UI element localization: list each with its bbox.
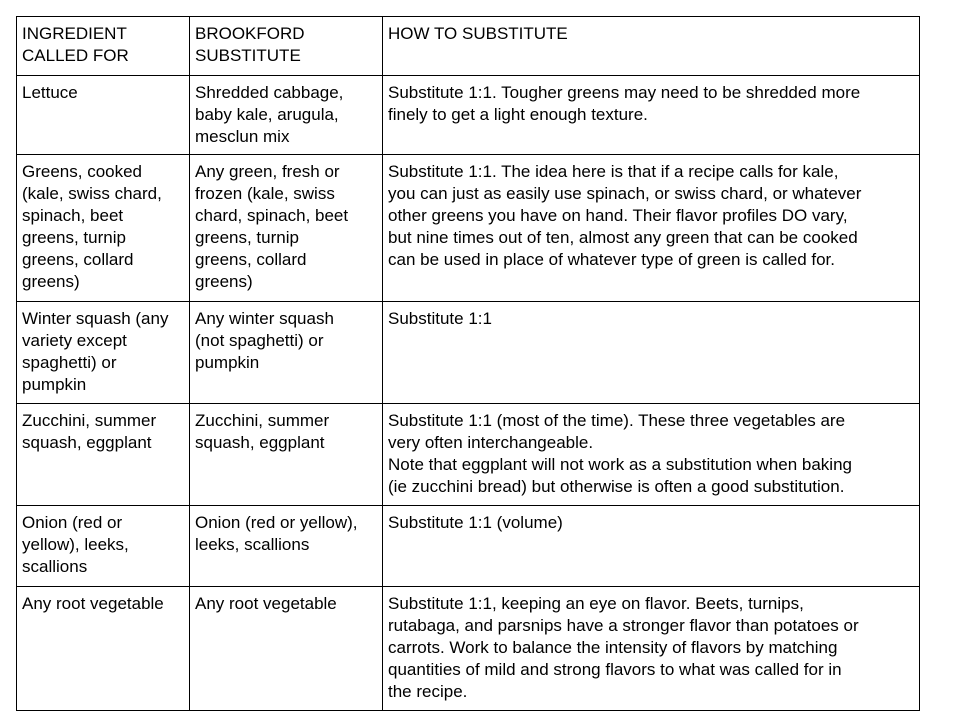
substitute-cell: Zucchini, summer squash, eggplant [190,404,383,506]
header-ingredient-called-for: INGREDIENT CALLED FOR [17,17,190,76]
ingredient-cell: Any root vegetable [17,587,190,711]
how-cell: Substitute 1:1 [383,302,920,404]
how-cell: Substitute 1:1. The idea here is that if a recipe calls for kale, you can just as easily use spinach, or swiss chard, or whatever other greens you have on hand. Their flavor profiles DO vary, but nine times out of ten, almost any green that can be cooked can be used in place of whatever type of green is called for. [383,155,920,302]
how-cell: Substitute 1:1 (most of the time). These three vegetables are very often interchangeable. Note that eggplant will not work as a substitution when baking (ie zucchini bread) but otherwise is often a good substitution. [383,404,920,506]
how-cell: Substitute 1:1 (volume) [383,506,920,587]
table-row [17,76,920,155]
ingredient-cell: Zucchini, summer squash, eggplant [17,404,190,506]
substitute-cell: Any green, fresh or frozen (kale, swiss chard, spinach, beet greens, turnip greens, collard greens) [190,155,383,302]
table-row [17,404,920,506]
table-header-row [17,17,920,76]
how-cell: Substitute 1:1, keeping an eye on flavor. Beets, turnips, rutabaga, and parsnips have a stronger flavor than potatoes or carrots. Work to balance the intensity of flavors by matching quantities of mild and strong flavors to what was called for in the recipe. [383,587,920,711]
ingredient-cell: Greens, cooked (kale, swiss chard, spinach, beet greens, turnip greens, collard greens) [17,155,190,302]
table-row [17,506,920,587]
table-row [17,302,920,404]
substitution-table [16,16,920,711]
substitute-cell: Any winter squash (not spaghetti) or pumpkin [190,302,383,404]
table-row [17,155,920,302]
ingredient-cell: Lettuce [17,76,190,155]
substitute-cell: Onion (red or yellow), leeks, scallions [190,506,383,587]
ingredient-cell: Onion (red or yellow), leeks, scallions [17,506,190,587]
header-how-to-substitute: HOW TO SUBSTITUTE [383,17,920,76]
substitute-cell: Shredded cabbage, baby kale, arugula, mesclun mix [190,76,383,155]
substitute-cell: Any root vegetable [190,587,383,711]
ingredient-cell: Winter squash (any variety except spaghetti) or pumpkin [17,302,190,404]
table-row [17,587,920,711]
header-brookford-substitute: BROOKFORD SUBSTITUTE [190,17,383,76]
how-cell: Substitute 1:1. Tougher greens may need to be shredded more finely to get a light enough texture. [383,76,920,155]
